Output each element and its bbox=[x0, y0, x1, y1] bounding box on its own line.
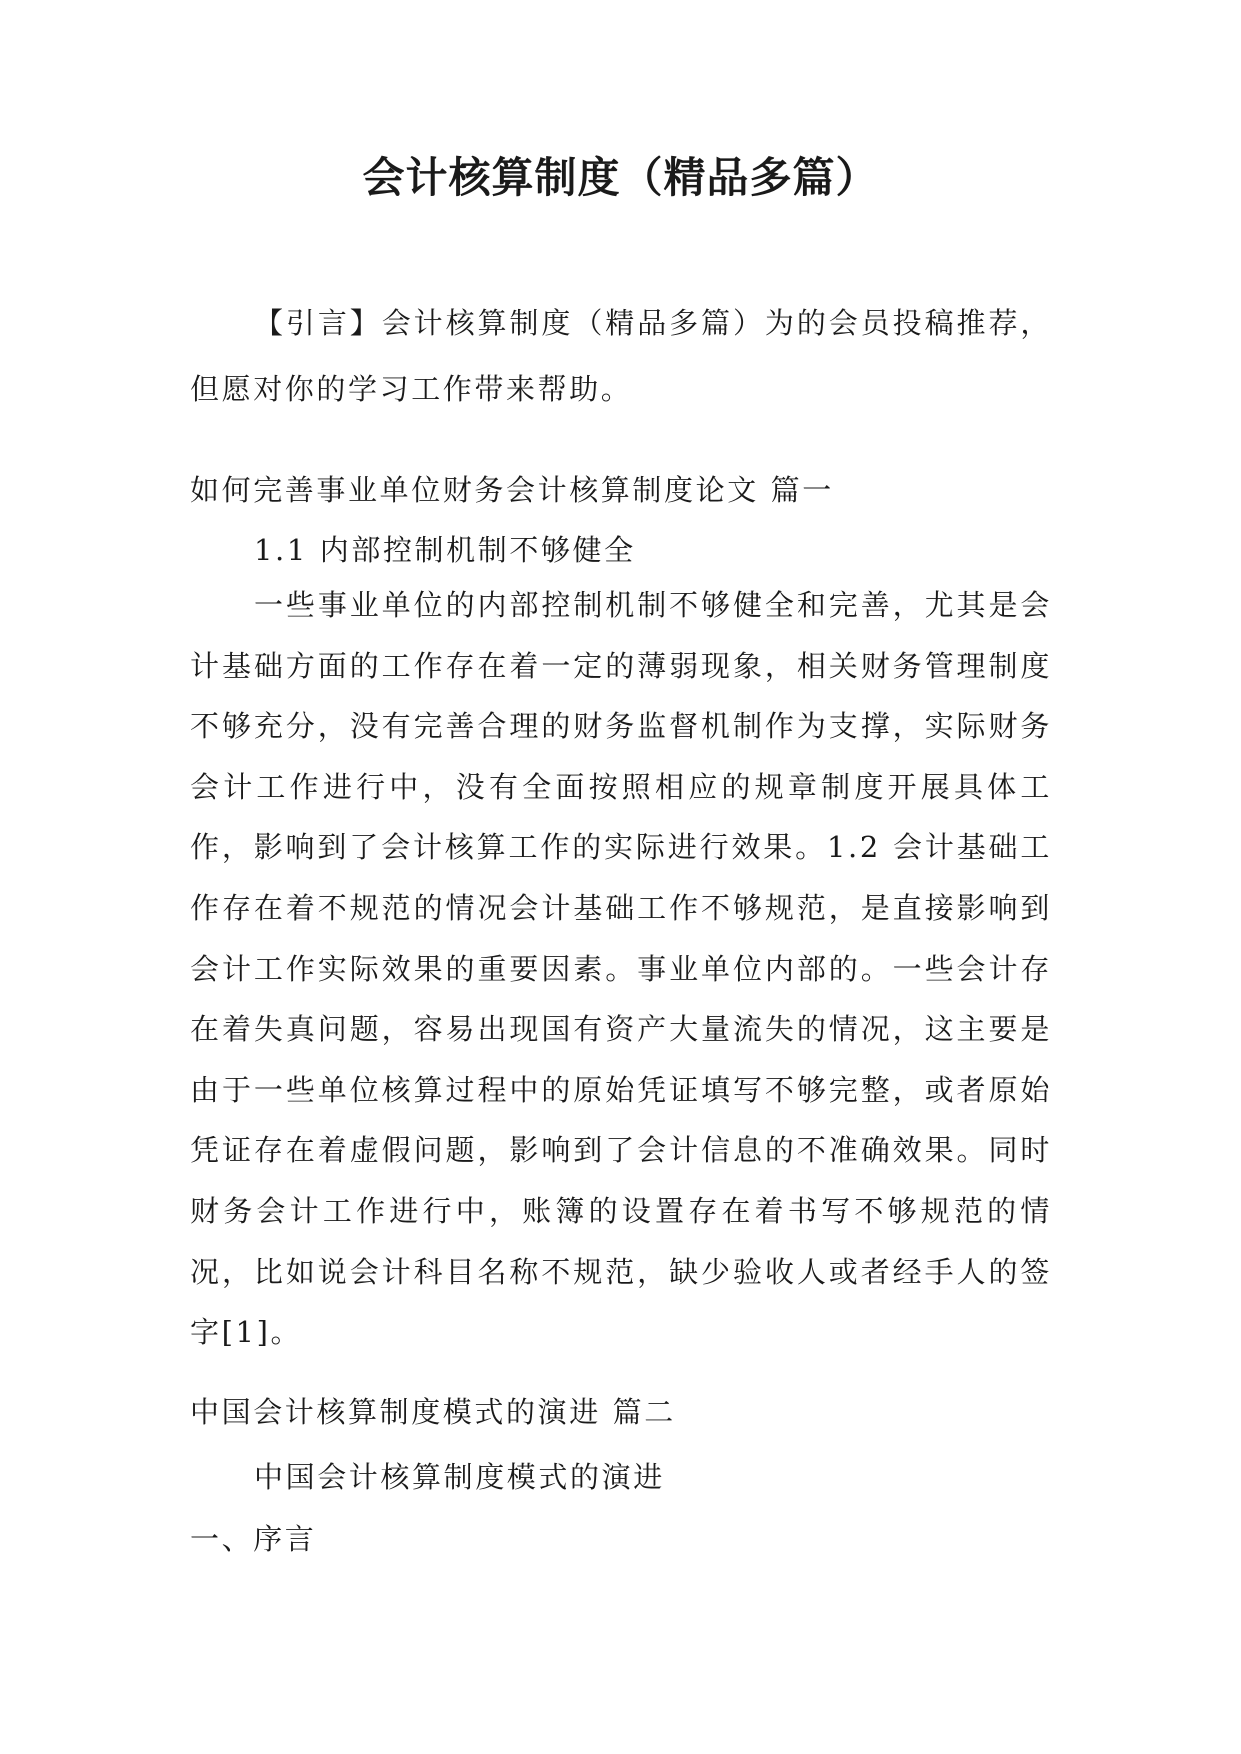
article-2-subheading: 中国会计核算制度模式的演进 bbox=[254, 1460, 665, 1494]
article-2-heading: 中国会计核算制度模式的演进 篇二 bbox=[190, 1395, 676, 1429]
article-1-subheading: 1.1 内部控制机制不够健全 bbox=[254, 533, 636, 567]
document-title: 会计核算制度（精品多篇） bbox=[362, 153, 879, 202]
article-1-paragraph: 一些事业单位的内部控制机制不够健全和完善，尤其是会计基础方面的工作存在着一定的薄弱现象，相关财务管理制度不够充分，没有完善合理的财务监督机制作为支撑，实际财务会计工作进行中，没有全面按照相应的规章制度开展具体工作，影响到了会计核算工作的实际进行效果。1.2 会计基础工作存在着不规范的情况会计基础工作不够规范，是直接影响到会计工作实际效果的重要因素。事业单位内部的。一些会计存在着失真问题，容易出现国有资产大量流失的情况，这主要是由于一些单位核算过程中的原始凭证填写不够完整，或者原始凭证存在着虚假问题，影响到了会计信息的不准确效果。同时财务会计工作进行中，账簿的设置存在着书写不够规范的情况，比如说会计科目名称不规范，缺少验收人或者经手人的签字[1]。 bbox=[190, 588, 1052, 1350]
article-1-heading: 如何完善事业单位财务会计核算制度论文 篇一 bbox=[190, 473, 834, 507]
intro-paragraph: 【引言】会计核算制度（精品多篇）为的会员投稿推荐，但愿对你的学习工作带来帮助。 bbox=[190, 306, 1052, 406]
article-2-section-heading: 一、序言 bbox=[190, 1522, 317, 1556]
